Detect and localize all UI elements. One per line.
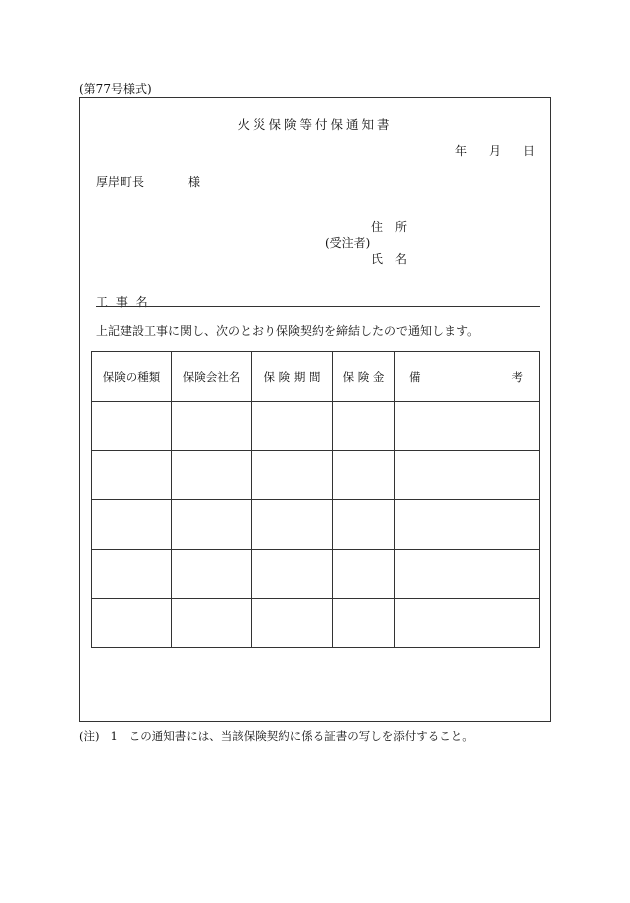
form-number: (第77号様式) — [79, 82, 152, 96]
contractor-name-label: 氏 名 — [371, 252, 408, 266]
table-cell[interactable] — [252, 598, 333, 647]
table-cell[interactable] — [252, 451, 333, 500]
table-cell[interactable] — [92, 500, 172, 549]
table-cell[interactable] — [92, 402, 172, 451]
header-insurance-amount: 保 険 金 — [333, 352, 395, 402]
table-row — [92, 500, 540, 549]
table-cell[interactable] — [333, 598, 395, 647]
table-cell[interactable] — [333, 451, 395, 500]
table-cell[interactable] — [172, 451, 252, 500]
footnote-prefix: (注) — [79, 729, 100, 743]
table-cell[interactable] — [395, 598, 540, 647]
contractor-role-label: (受注者) — [325, 236, 371, 250]
table-cell[interactable] — [252, 500, 333, 549]
header-insurance-company: 保険会社名 — [172, 352, 252, 402]
header-remarks-char-2: 考 — [511, 369, 523, 384]
table-cell[interactable] — [333, 500, 395, 549]
table-cell[interactable] — [333, 402, 395, 451]
table-cell[interactable] — [92, 451, 172, 500]
table-cell[interactable] — [172, 500, 252, 549]
header-insurance-period: 保 険 期 間 — [252, 352, 333, 402]
table-row — [92, 402, 540, 451]
insurance-table — [91, 351, 540, 648]
work-name-underline — [96, 306, 540, 307]
table-header-row — [92, 352, 540, 402]
table-cell[interactable] — [395, 549, 540, 598]
contractor-address-label: 住 所 — [371, 220, 408, 234]
footnote — [79, 728, 474, 744]
header-insurance-type: 保険の種類 — [92, 352, 172, 402]
table-cell[interactable] — [395, 451, 540, 500]
table-row — [92, 451, 540, 500]
work-name-label: 工 事 名 — [96, 295, 150, 309]
table-cell[interactable] — [172, 402, 252, 451]
table-cell[interactable] — [333, 549, 395, 598]
table-cell[interactable] — [92, 598, 172, 647]
table-cell[interactable] — [395, 500, 540, 549]
footnote-text: この通知書には、当該保険契約に係る証書の写しを添付すること。 — [128, 729, 474, 743]
table-row — [92, 549, 540, 598]
table-cell[interactable] — [395, 402, 540, 451]
date-year-label: 年 — [455, 144, 468, 158]
date-month-label: 月 — [489, 144, 502, 158]
document-title: 火災保険等付保通知書 — [237, 117, 393, 132]
table-cell[interactable] — [172, 549, 252, 598]
table-cell[interactable] — [92, 549, 172, 598]
date-day-label: 日 — [523, 144, 536, 158]
table-cell[interactable] — [172, 598, 252, 647]
header-remarks — [395, 352, 540, 402]
table-row — [92, 598, 540, 647]
footnote-number: 1 — [110, 729, 118, 743]
header-remarks-char-1: 備 — [409, 369, 421, 384]
notice-text: 上記建設工事に関し、次のとおり保険契約を締結したので通知します。 — [96, 324, 480, 338]
table-cell[interactable] — [252, 402, 333, 451]
addressee-honorific: 様 — [188, 175, 201, 189]
table-cell[interactable] — [252, 549, 333, 598]
addressee-name: 厚岸町長 — [96, 175, 145, 189]
